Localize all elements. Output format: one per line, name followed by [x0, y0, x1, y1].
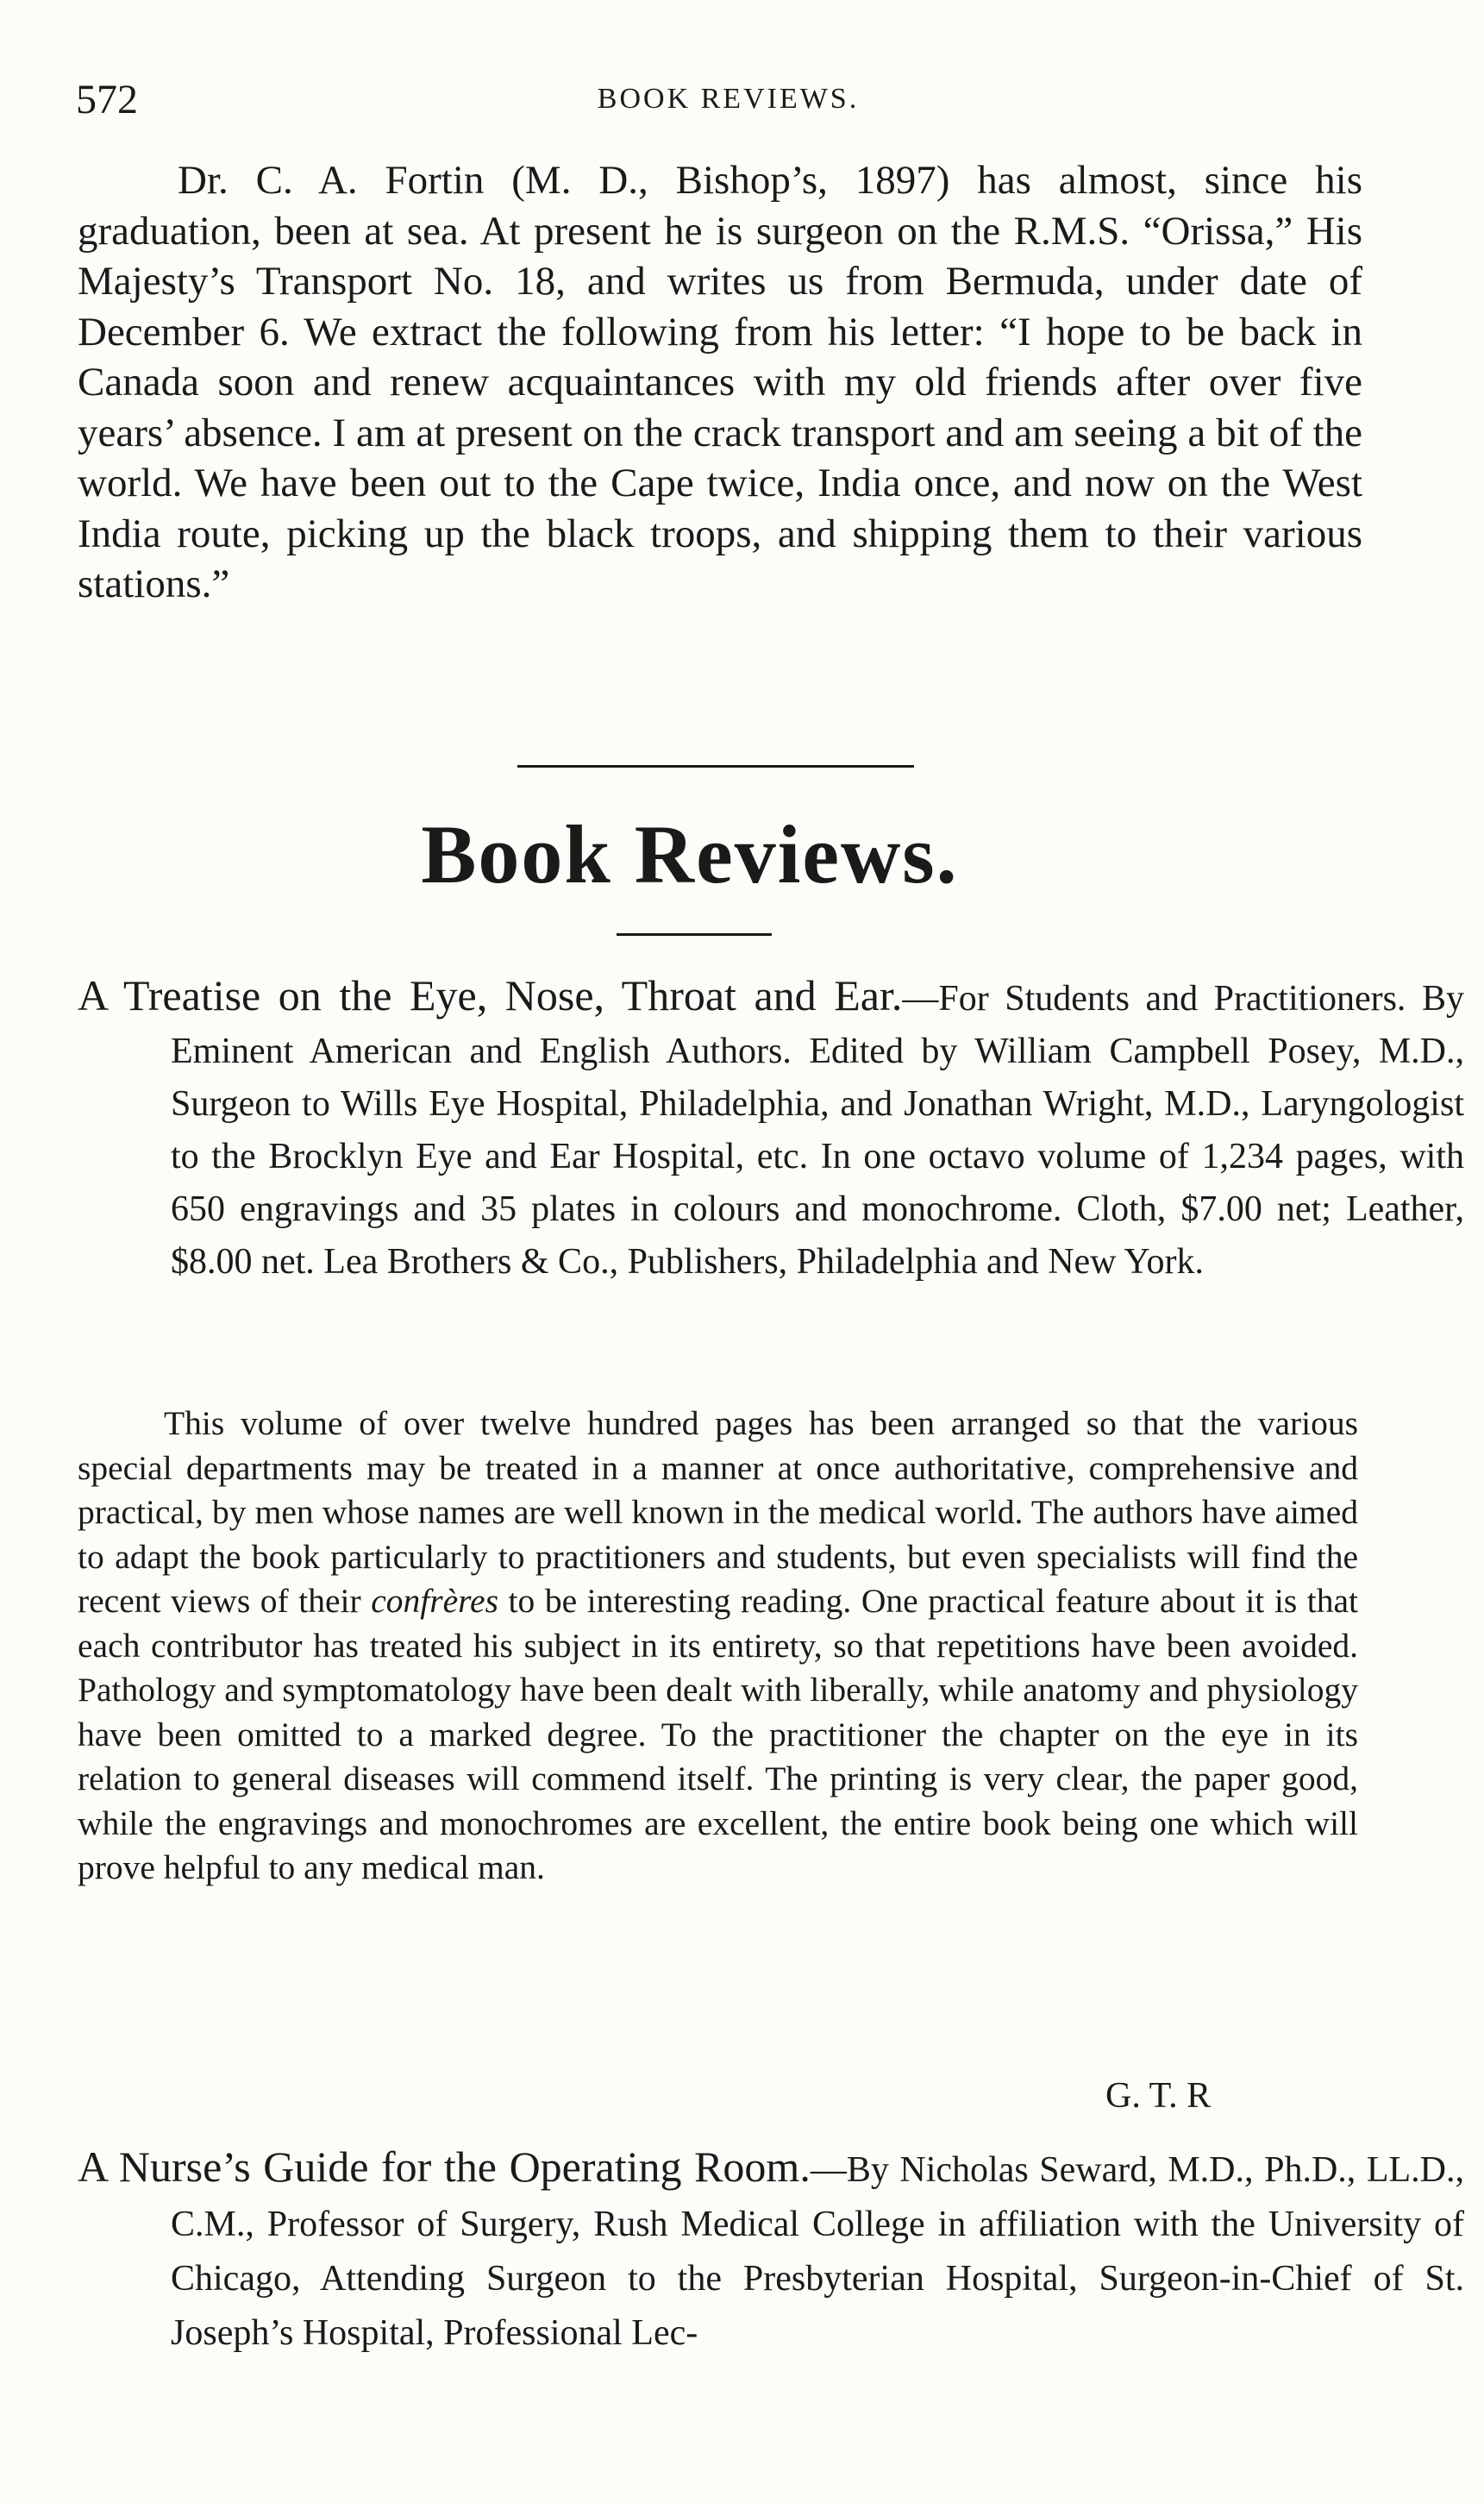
review-entry-treatise — [78, 973, 1464, 1292]
reviewer-signature: G. T. R — [1105, 2076, 1212, 2116]
running-title: BOOK REVIEWS. — [597, 83, 860, 115]
page-number: 572 — [76, 77, 138, 122]
review-entry-nurses-guide — [78, 2143, 1464, 2364]
review-description-nurses-guide: —By Nicholas Seward, M.D., Ph.D., LL.D., C.M., Professor of Surgery, Rush Medical College in affiliation with the University of Chicago, Attending Surgeon to the Presbyterian Hospital, Surgeon-in-Chief of St. Joseph’s Hospital, Professional Lec- — [171, 2150, 1464, 2353]
review-body-text-part2: to be interesting reading. One practical feature about it is that each contributor has treated his subject in its entirety, so that repetitions have been avoided. Pathology and symptomatology have been dealt with liberally, while anatomy and physiology have been omitted to a marked degree. To the practitioner the chapter on the eye in its relation to general diseases will commend itself. The printing is very clear, the paper good, while the engravings and monochromes are excellent, the entire book being one which will prove helpful to any medical man. — [78, 1582, 1358, 1886]
review-title-treatise: A Treatise on the Eye, Nose, Throat and Ear. — [78, 971, 903, 1019]
intro-paragraph: Dr. C. A. Fortin (M. D., Bishop’s, 1897) has almost, since his graduation, been at sea. At present he is surgeon on the R.M.S. “Orissa,” His Majesty’s Transport No. 18, and writes us from Bermuda, under date of December 6. We extract the following from his letter: “I hope to be back in Canada soon and renew acquaintances with my old friends after over five years’ absence. I am at present on the crack transport and am seeing a bit of the world. We have been out to the Cape twice, India once, and now on the West India route, picking up the black troops, and shipping them to their various stations.” — [78, 158, 1362, 606]
review-description-treatise: —For Students and Practitioners. By Eminent American and English Authors. Edited by William Campbell Posey, M.D., Surgeon to Wills Eye Hospital, Philadelphia, and Jonathan Wright, M.D., Laryngologist to the Brocklyn Eye and Ear Hospital, etc. In one octavo volume of 1,234 pages, with 650 engravings and 35 plates in colours and monochrome. Cloth, $7.00 net; Leather, $8.00 net. Lea Brothers & Co., Publishers, Philadelphia and New York. — [171, 979, 1464, 1282]
section-divider-top — [517, 765, 914, 768]
section-title: Book Reviews. — [421, 808, 959, 900]
page-header — [76, 76, 1381, 128]
review-body-emphasis: confrères — [371, 1582, 498, 1620]
section-divider-bottom — [617, 933, 772, 936]
review-body-treatise — [78, 1402, 1358, 1891]
review-body-text-part1: This volume of over twelve hundred pages has been arranged so that the various special departments may be treated in a manner at once authoritative, comprehensive and practical, by men whose names are well known in the medical world. The authors have aimed to adapt the book particularly to practitioners and students, but even specialists will find the recent views of their — [78, 1404, 1358, 1620]
review-title-nurses-guide: A Nurse’s Guide for the Operating Room. — [78, 2142, 811, 2191]
